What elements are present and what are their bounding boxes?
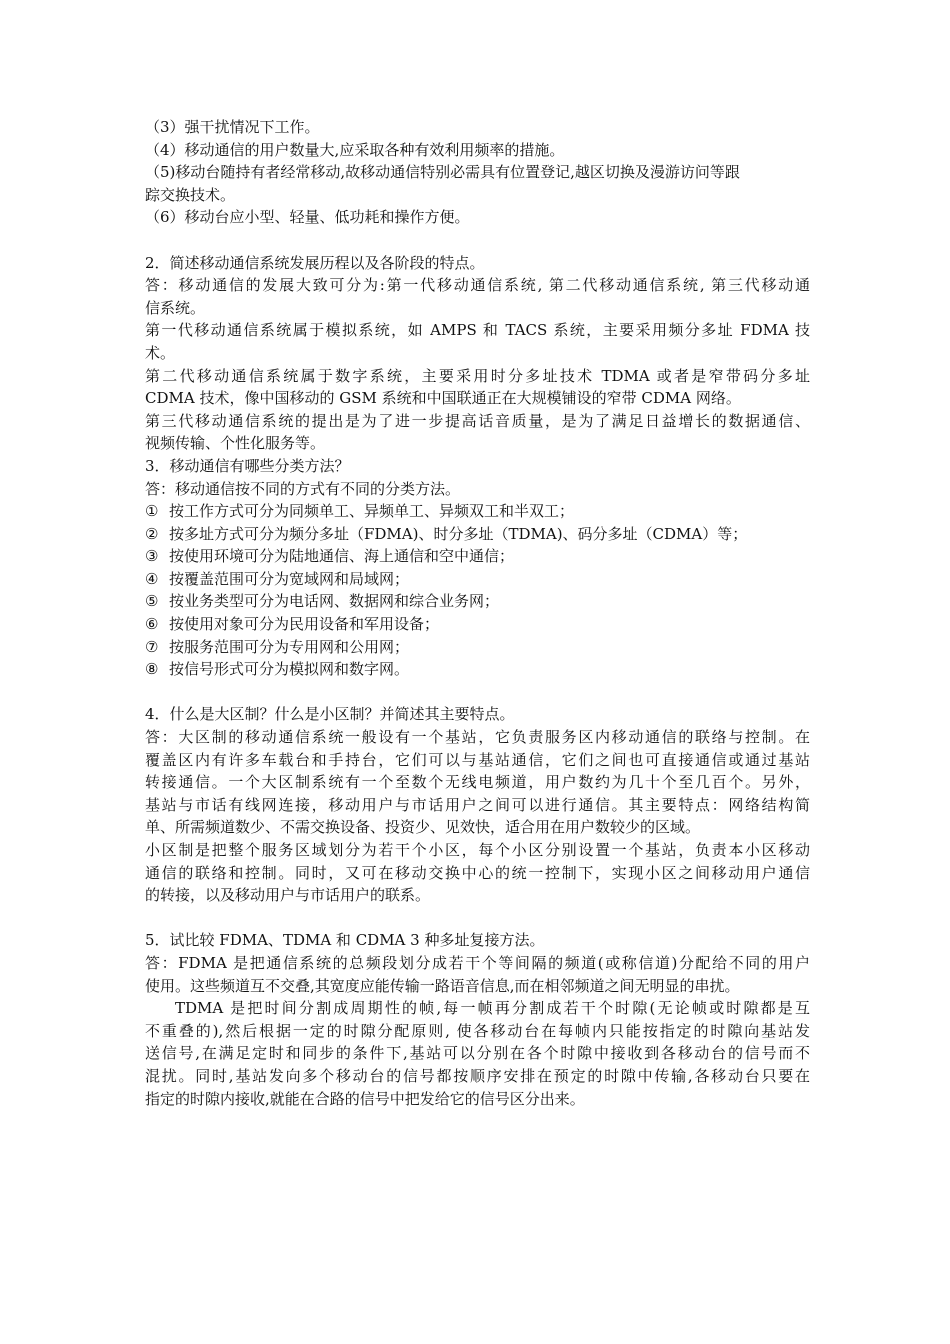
classification-item <box>145 658 810 681</box>
answer-line: 不重叠的),然后根据一定的时隙分配原则, 使各移动台在每帧内只能按指定的时隙向基站发 <box>145 1021 810 1040</box>
spacer <box>145 229 810 252</box>
classification-item <box>145 613 810 636</box>
item-number: ⑥ <box>145 615 159 634</box>
answer-line: 第一代移动通信系统属于模拟系统，如 AMPS 和 TACS 系统，主要采用频分多址 FDMA 技 <box>145 321 810 340</box>
classification-item <box>145 568 810 591</box>
answer-line: 基站与市话有线网连接，移动用户与市话用户之间可以进行通信。其主要特点：网络结构简 <box>145 795 810 814</box>
question-2-title: 2．简述移动通信系统发展历程以及各阶段的特点。 <box>145 253 485 272</box>
answer-line: 答：大区制的移动通信系统一般设有一个基站，它负责服务区内移动通信的联络与控制。在 <box>145 728 810 747</box>
intro-item: （3）强干扰情况下工作。 <box>145 118 320 136</box>
answer-line: 第三代移动通信系统的提出是为了进一步提高话音质量，是为了满足日益增长的数据通信、 <box>145 411 810 430</box>
answer-line: CDMA 技术，像中国移动的 GSM 系统和中国联通正在大规模铺设的窄带 CDMA 网络。 <box>145 389 741 408</box>
classification-item <box>145 523 810 546</box>
item-number: ⑦ <box>145 637 159 656</box>
answer-line: 混扰。同时,基站发向多个移动台的信号都按顺序安排在预定的时隙中传输,各移动台只要在 <box>145 1066 810 1085</box>
item-text: 按使用环境可分为陆地通信、海上通信和空中通信； <box>169 547 515 566</box>
answer-line: 指定的时隙内接收,就能在合路的信号中把发给它的信号区分出来。 <box>145 1089 585 1108</box>
answer-line: 视频传输、个性化服务等。 <box>145 434 326 453</box>
question-3-title: 3．移动通信有哪些分类方法？ <box>145 456 350 475</box>
answer-line: 送信号,在满足定时和同步的条件下,基站可以分别在各个时隙中接收到各移动台的信号而不 <box>145 1044 810 1063</box>
item-number: ③ <box>145 547 159 566</box>
classification-item <box>145 500 810 523</box>
classification-item <box>145 545 810 568</box>
item-number: ② <box>145 524 159 543</box>
spacer <box>145 681 810 704</box>
item-text: 按信号形式可分为模拟网和数字网。 <box>169 660 410 679</box>
intro-item: 踪交换技术。 <box>145 185 236 204</box>
item-number: ④ <box>145 569 159 588</box>
question-5-title: 5．试比较 FDMA、TDMA 和 CDMA 3 种多址复接方法。 <box>145 931 545 950</box>
answer-line: 通信的联络和控制。同时，又可在移动交换中心的统一控制下，实现小区之间移动用户通信 <box>145 863 810 882</box>
answer-line: 的转接，以及移动用户与市话用户的联系。 <box>145 886 431 905</box>
item-text: 按工作方式可分为同频单工、异频单工、异频双工和半双工； <box>169 502 575 521</box>
answer-line: TDMA 是把时间分割成周期性的帧,每一帧再分割成若干个时隙(无论帧或时隙都是互 <box>175 999 810 1018</box>
answer-line: 答：移动通信的发展大致可分为:第一代移动通信系统, 第二代移动通信系统, 第三代移动通 <box>145 276 810 295</box>
item-number: ⑤ <box>145 592 159 611</box>
spacer <box>145 907 810 930</box>
answer-line: 答：FDMA 是把通信系统的总频段划分成若干个等间隔的频道(或称信道)分配给不同的用户 <box>145 953 810 972</box>
answer-line: 术。 <box>145 343 176 362</box>
intro-item: （6）移动台应小型、轻量、低功耗和操作方便。 <box>145 208 470 227</box>
answer-line: 答：移动通信按不同的方式有不同的分类方法。 <box>145 479 461 498</box>
answer-line: 转接通信。一个大区制系统有一个至数个无线电频道，用户数约为几十个至几百个。另外， <box>145 773 810 792</box>
intro-item: （5)移动台随持有者经常移动,故移动通信特别必需具有位置登记,越区切换及漫游访问等跟 <box>145 163 740 182</box>
item-text: 按服务范围可分为专用网和公用网； <box>169 637 410 656</box>
item-text: 按多址方式可分为频分多址（FDMA)、时分多址（TDMA)、码分多址（CDMA）等； <box>169 524 748 543</box>
question-4-title: 4．什么是大区制？什么是小区制？并简述其主要特点。 <box>145 705 515 724</box>
answer-line: 第二代移动通信系统属于数字系统，主要采用时分多址技术 TDMA 或者是窄带码分多址 <box>145 366 810 385</box>
item-number: ① <box>145 502 159 521</box>
answer-line: 信系统。 <box>145 298 206 317</box>
classification-item <box>145 590 810 613</box>
answer-line: 覆盖区内有许多车载台和手持台，它们可以与基站通信，它们之间也可直接通信或通过基站 <box>145 750 810 769</box>
item-text: 按覆盖范围可分为宽域网和局域网； <box>169 569 410 588</box>
item-text: 按业务类型可分为电话网、数据网和综合业务网； <box>169 592 500 611</box>
answer-line: 小区制是把整个服务区域划分为若干个小区，每个小区分别设置一个基站，负责本小区移动 <box>145 841 810 859</box>
intro-item: （4）移动通信的用户数量大,应采取各种有效利用频率的措施。 <box>145 140 565 159</box>
item-text: 按使用对象可分为民用设备和军用设备； <box>169 615 440 634</box>
classification-item <box>145 636 810 659</box>
document-page <box>145 116 810 1110</box>
answer-line: 使用。这些频道互不交叠,其宽度应能传输一路语音信息,而在相邻频道之间无明显的串扰。 <box>145 976 740 995</box>
answer-line: 单、所需频道数少、不需交换设备、投资少、见效快，适合用在用户数较少的区域。 <box>145 818 701 837</box>
item-number: ⑧ <box>145 660 159 679</box>
